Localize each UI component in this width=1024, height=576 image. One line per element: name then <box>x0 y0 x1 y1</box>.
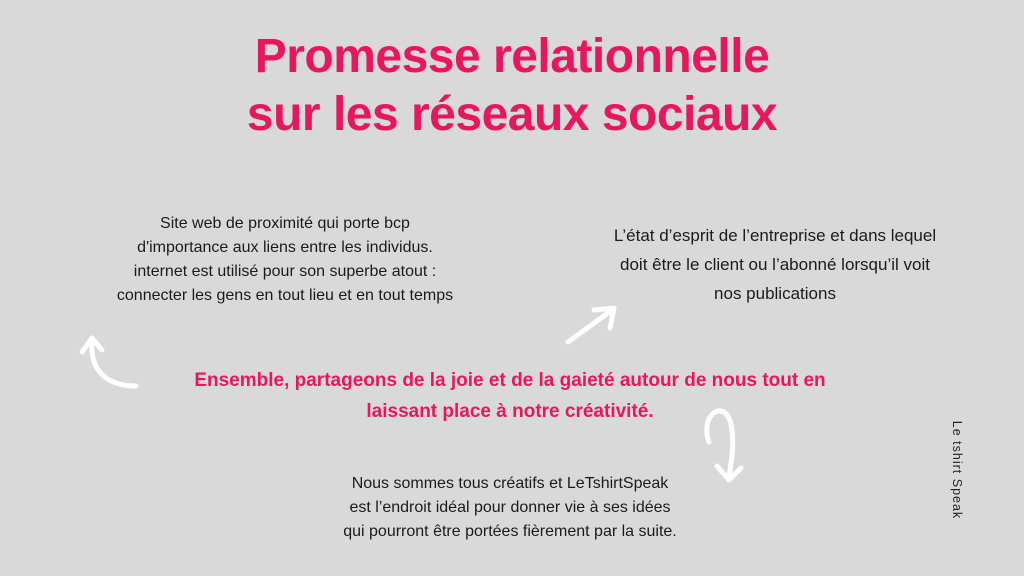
left-text-line: d'importance aux liens entre les individus. <box>137 239 433 256</box>
bottom-text-block <box>290 472 730 544</box>
center-text-line: laissant place à notre créativité. <box>366 401 654 422</box>
right-text-block <box>560 221 990 308</box>
left-text-block <box>70 212 500 308</box>
curved-arrow-up-left-icon <box>70 328 150 398</box>
curved-arrow-down-icon <box>695 396 755 488</box>
center-text-line: Ensemble, partageons de la joie et de la gaieté autour de nous tout en <box>194 370 826 391</box>
left-text-line: internet est utilisé pour son superbe atout : <box>133 263 437 280</box>
right-text-line: doit être le client ou l’abonné lorsqu’il voit <box>620 255 930 274</box>
right-text-line: L’état d’esprit de l’entreprise et dans lequel <box>613 226 937 245</box>
title-line-1: Promesse relationnelle <box>254 30 770 83</box>
left-text-line: connecter les gens en tout lieu et en tout temps <box>116 287 454 304</box>
bottom-text-line: Nous sommes tous créatifs et LeTshirtSpeak <box>351 475 669 492</box>
bottom-text-line: qui pourront être portées fièrement par la suite. <box>343 523 677 540</box>
page-title <box>0 28 1024 144</box>
left-text-line: Site web de proximité qui porte bcp <box>160 215 410 232</box>
side-brand-label: Le tshirt Speak <box>950 420 964 520</box>
title-line-2: sur les réseaux sociaux <box>246 88 778 141</box>
right-text-line: nos publications <box>714 284 836 303</box>
center-highlight-text <box>100 365 920 427</box>
bottom-text-line: est l’endroit idéal pour donner vie à ses idées <box>349 499 671 516</box>
arrow-up-right-icon <box>560 300 630 350</box>
